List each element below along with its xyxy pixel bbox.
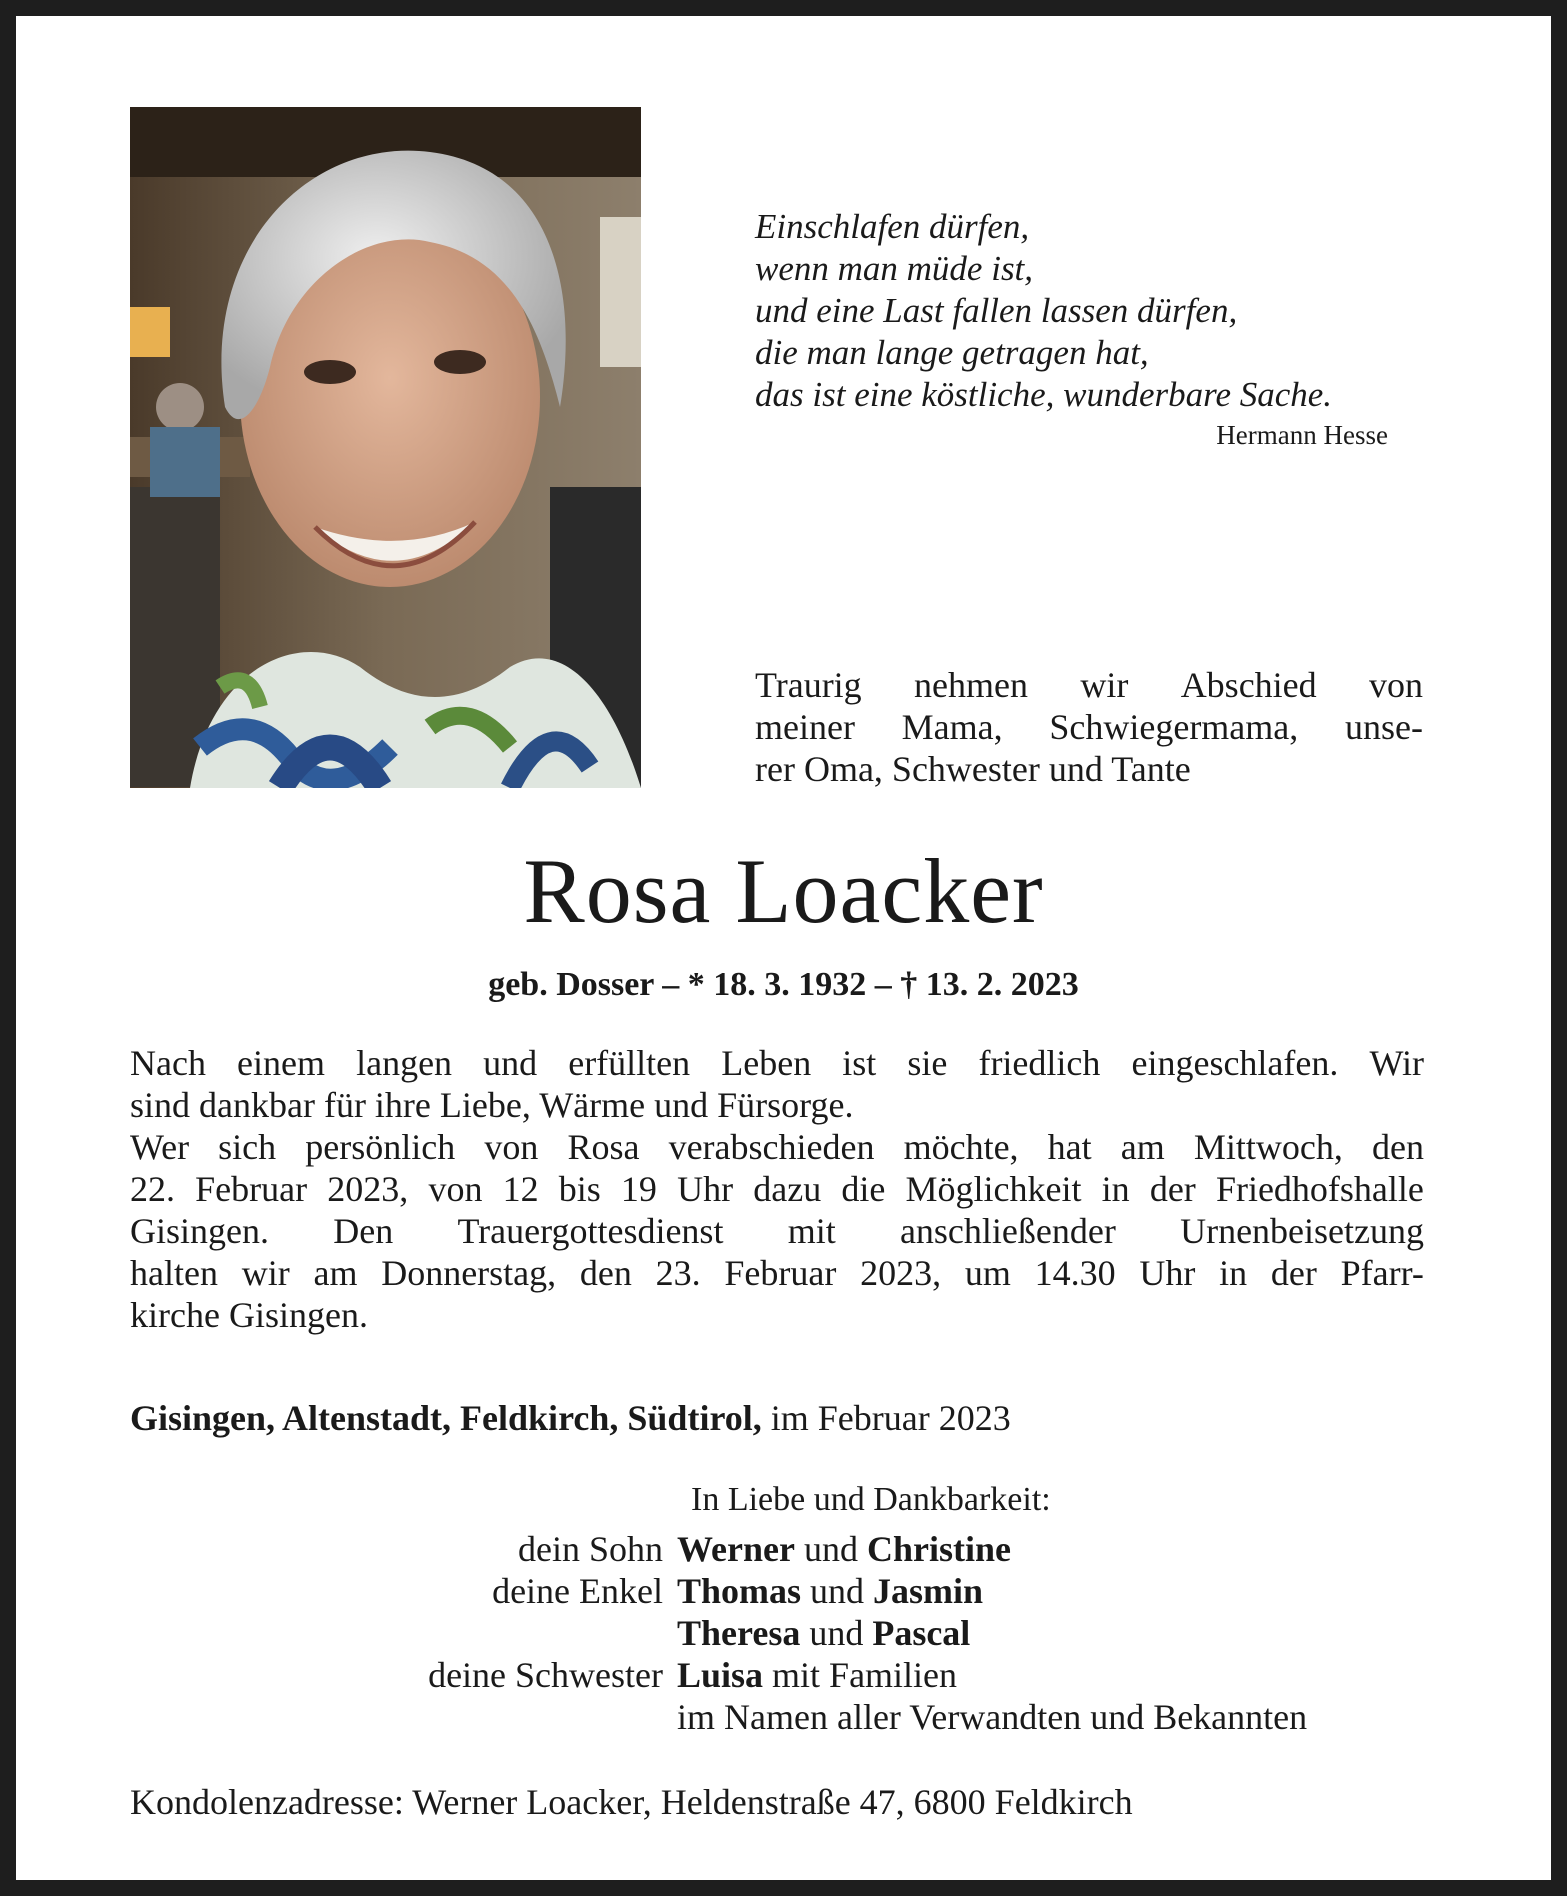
family-names xyxy=(677,1570,983,1612)
word: Leben xyxy=(721,1043,812,1083)
family-row xyxy=(130,1696,1430,1738)
word: von xyxy=(484,1127,539,1167)
poem-line: wenn man müde ist, xyxy=(755,249,1034,288)
word: erfüllten xyxy=(568,1043,691,1083)
word: friedlich xyxy=(978,1043,1101,1083)
word: mit xyxy=(787,1211,836,1251)
word: eingeschlafen. xyxy=(1131,1043,1339,1083)
body-line xyxy=(130,1126,1424,1168)
word: Pfarr- xyxy=(1340,1253,1424,1293)
word: der xyxy=(1270,1253,1317,1293)
word: den xyxy=(579,1253,632,1293)
word: 14.30 xyxy=(1034,1253,1116,1293)
family-row xyxy=(130,1528,1430,1570)
family-row xyxy=(130,1654,1430,1696)
family-name: Christine xyxy=(866,1529,1011,1569)
word: möchte, xyxy=(903,1127,1019,1167)
word: 2023, xyxy=(327,1169,409,1209)
poem-line: Einschlafen dürfen, xyxy=(755,207,1030,246)
word: dazu xyxy=(753,1169,822,1209)
word: 22. xyxy=(130,1169,175,1209)
relation-label-empty xyxy=(130,1612,677,1654)
word: den xyxy=(1371,1127,1424,1167)
family-connector: und xyxy=(801,1571,874,1611)
family-list xyxy=(130,1528,1430,1738)
word: Mittwoch, xyxy=(1193,1127,1343,1167)
family-name: Jasmin xyxy=(873,1571,984,1611)
intro-line xyxy=(755,664,1423,706)
word: unse- xyxy=(1344,707,1423,747)
word: Rosa xyxy=(567,1127,640,1167)
word: sie xyxy=(907,1043,948,1083)
word: Urnenbeisetzung xyxy=(1180,1211,1424,1251)
word: Den xyxy=(333,1211,394,1251)
word: 2023, xyxy=(860,1253,942,1293)
family-row xyxy=(130,1570,1430,1612)
portrait-photo xyxy=(130,107,641,788)
closing-phrase: In Liebe und Dankbarkeit: xyxy=(691,1481,1051,1518)
family-name: Thomas xyxy=(677,1571,802,1611)
family-name: Luisa xyxy=(677,1655,764,1695)
body-line xyxy=(130,1042,1424,1084)
body-line xyxy=(130,1210,1424,1252)
deceased-name: Rosa Loacker xyxy=(523,840,1044,942)
word: am xyxy=(313,1253,358,1293)
intro-line-text xyxy=(755,664,1423,706)
word: persönlich xyxy=(305,1127,456,1167)
word: verabschieden xyxy=(668,1127,875,1167)
body-line: sind dankbar für ihre Liebe, Wärme und Fürsorge. xyxy=(130,1085,854,1125)
word: Wer xyxy=(130,1127,190,1167)
word: bis xyxy=(558,1169,601,1209)
word: hat xyxy=(1047,1127,1092,1167)
word: langen xyxy=(356,1043,453,1083)
family-row xyxy=(130,1612,1430,1654)
poem-line: das ist eine köstliche, wunderbare Sache. xyxy=(755,375,1333,414)
condolence-address: Kondolenzadresse: Werner Loacker, Heldenstraße 47, 6800 Feldkirch xyxy=(130,1782,1133,1822)
word: einem xyxy=(237,1043,326,1083)
word: Nach xyxy=(130,1043,206,1083)
word: anschließender xyxy=(899,1211,1116,1251)
portrait-image xyxy=(130,107,641,788)
intro-line xyxy=(755,706,1423,748)
word: 12 xyxy=(502,1169,539,1209)
word: Möglichkeit xyxy=(905,1169,1082,1209)
word: Februar xyxy=(195,1169,308,1209)
word: in xyxy=(1101,1169,1130,1209)
family-name: Theresa xyxy=(677,1613,801,1653)
word: Donnerstag, xyxy=(381,1253,557,1293)
word: wir xyxy=(1080,665,1129,705)
word: halten xyxy=(130,1253,218,1293)
relation-label: deine Schwester xyxy=(428,1655,663,1695)
word: Wir xyxy=(1369,1043,1424,1083)
word: meiner xyxy=(755,707,855,747)
family-names xyxy=(677,1528,1011,1570)
places-line xyxy=(130,1397,1430,1439)
family-names xyxy=(677,1612,970,1654)
body-paragraph xyxy=(130,1042,1424,1336)
poem-author: Hermann Hesse xyxy=(1216,420,1388,450)
word: Abschied xyxy=(1180,665,1317,705)
word: nehmen xyxy=(914,665,1028,705)
word: von xyxy=(428,1169,483,1209)
relation-label-empty xyxy=(130,1696,677,1738)
word: Gisingen. xyxy=(130,1211,269,1251)
intro-line: rer Oma, Schwester und Tante xyxy=(755,749,1191,789)
family-names xyxy=(677,1654,957,1696)
word: sich xyxy=(218,1127,277,1167)
family-name: Pascal xyxy=(872,1613,971,1653)
body-line: kirche Gisingen. xyxy=(130,1295,368,1335)
deceased-dates: geb. Dosser – * 18. 3. 1932 – † 13. 2. 2023 xyxy=(488,966,1079,1003)
word: 19 xyxy=(620,1169,657,1209)
word: die xyxy=(841,1169,886,1209)
word: in xyxy=(1219,1253,1248,1293)
word: Februar xyxy=(724,1253,837,1293)
word: um xyxy=(964,1253,1011,1293)
poem-line: die man lange getragen hat, xyxy=(755,333,1149,372)
intro-paragraph xyxy=(755,664,1423,790)
obituary-page xyxy=(16,16,1551,1880)
family-connector: und xyxy=(794,1529,867,1569)
word: Mama, xyxy=(901,707,1003,747)
word: der xyxy=(1149,1169,1196,1209)
word: Schwiegermama, xyxy=(1049,707,1299,747)
poem-quote xyxy=(755,206,1415,416)
relation-label: deine Enkel xyxy=(492,1571,663,1611)
word: ist xyxy=(842,1043,877,1083)
word: Trauergottesdienst xyxy=(457,1211,724,1251)
family-connector: mit Familien xyxy=(763,1655,958,1695)
word: Friedhofshalle xyxy=(1215,1169,1424,1209)
word: Uhr xyxy=(1139,1253,1196,1293)
poem-line: und eine Last fallen lassen dürfen, xyxy=(755,291,1238,330)
places-bold: Gisingen, Altenstadt, Feldkirch, Südtirol, xyxy=(130,1398,762,1438)
word: und xyxy=(483,1043,538,1083)
family-connector: und xyxy=(800,1613,873,1653)
word: Uhr xyxy=(677,1169,734,1209)
places-date: im Februar 2023 xyxy=(761,1398,1011,1438)
word: von xyxy=(1369,665,1423,705)
word: 23. xyxy=(655,1253,701,1293)
word: am xyxy=(1120,1127,1165,1167)
relation-label: dein Sohn xyxy=(517,1529,663,1569)
family-name: Werner xyxy=(677,1529,795,1569)
word: wir xyxy=(241,1253,290,1293)
body-line xyxy=(130,1168,1424,1210)
relatives-line: im Namen aller Verwandten und Bekannten xyxy=(677,1697,1308,1737)
word: Traurig xyxy=(755,665,862,705)
body-line xyxy=(130,1252,1424,1294)
